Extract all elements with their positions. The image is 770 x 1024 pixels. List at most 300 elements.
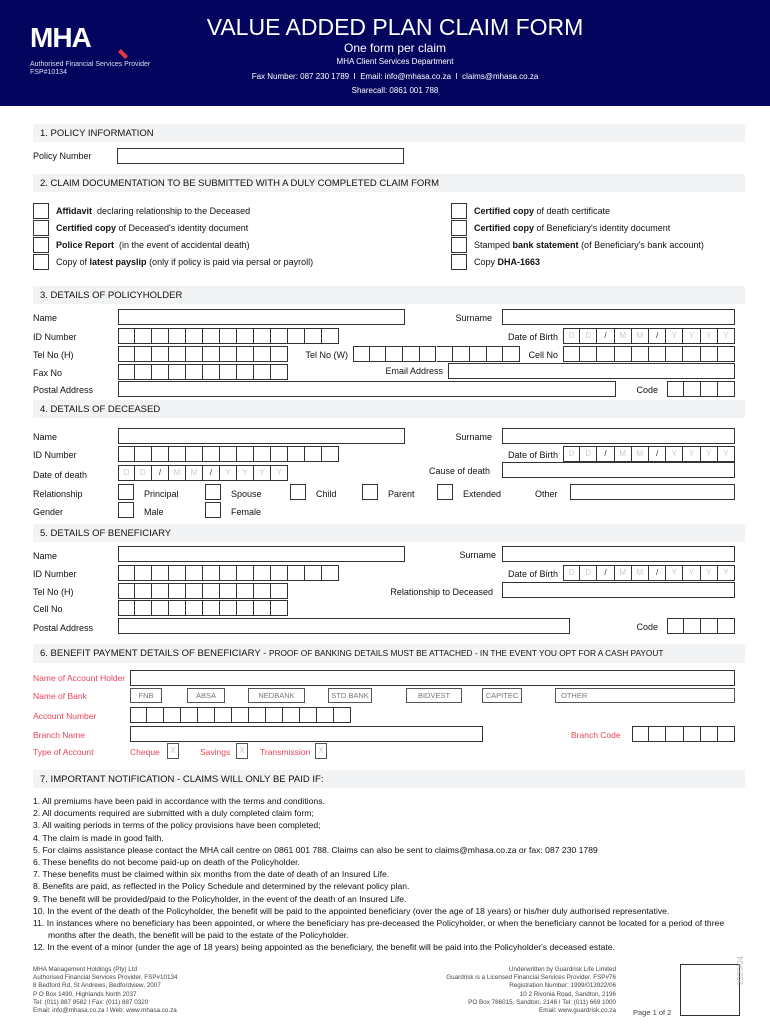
policyholder-fax-cell[interactable]	[220, 364, 237, 380]
doc-text: of Deceased's identity document	[116, 223, 249, 233]
policyholder-fax-cell[interactable]	[169, 364, 186, 380]
beneficiary-id-number-cell[interactable]	[237, 565, 254, 581]
account-type-checkbox[interactable]: X	[315, 743, 327, 759]
policyholder-fax-cell[interactable]	[118, 364, 135, 380]
fsp-number: FSP#10134	[30, 69, 67, 76]
policyholder-dob-cell[interactable]: /	[597, 328, 614, 344]
policyholder-name-input[interactable]	[118, 309, 405, 325]
field-label: ID Number	[33, 332, 77, 342]
deceased-date-of-death-cell[interactable]: Y	[254, 465, 271, 481]
policy-number-label: Policy Number	[33, 151, 92, 161]
section-title: 6. BENEFIT PAYMENT DETAILS OF BENEFICIARY -	[40, 648, 269, 659]
deceased-dob[interactable]	[563, 446, 735, 462]
footer-left	[33, 966, 178, 1015]
deceased-dob-cell[interactable]: M	[615, 446, 632, 462]
relationship-checkbox[interactable]	[362, 484, 378, 500]
deceased-date-of-death-cell[interactable]: /	[152, 465, 169, 481]
policyholder-tel-h-cell[interactable]	[271, 346, 288, 362]
policyholder-dob-cell[interactable]: D	[580, 328, 597, 344]
document-checkbox[interactable]	[451, 220, 467, 236]
beneficiary-id-number[interactable]	[118, 565, 339, 581]
document-checkbox[interactable]	[451, 237, 467, 253]
condition-item: 2. All documents required are submitted with a duly completed claim form;	[33, 808, 314, 819]
policyholder-postal-input[interactable]	[118, 381, 616, 397]
condition-item: 7. These benefits must be claimed within six months from the date of death of an Insured Life.	[33, 869, 390, 880]
document-checkbox[interactable]	[451, 254, 467, 270]
branch-code-cell[interactable]	[666, 726, 683, 742]
deceased-date-of-death-cell[interactable]: /	[203, 465, 220, 481]
relationship-checkbox[interactable]	[290, 484, 306, 500]
relationship-option-label: Principal	[144, 489, 179, 499]
policyholder-tel-w-cell[interactable]	[437, 346, 454, 362]
policyholder-tel-w-cell[interactable]	[470, 346, 487, 362]
doc-bold: Certified copy	[56, 223, 117, 233]
policyholder-dob[interactable]	[563, 328, 735, 344]
document-checkbox[interactable]	[451, 203, 467, 219]
policyholder-fax-cell[interactable]	[135, 364, 152, 380]
document-checkbox[interactable]	[33, 220, 49, 236]
beneficiary-dob-cell[interactable]: Y	[666, 565, 683, 581]
beneficiary-postal-input[interactable]	[118, 618, 570, 634]
policyholder-code-cell[interactable]	[667, 381, 684, 397]
policyholder-cell-cell[interactable]	[683, 346, 700, 362]
beneficiary-code[interactable]	[667, 618, 735, 634]
field-label: Surname	[455, 313, 492, 323]
doc-bold: Certified copy	[474, 206, 535, 216]
policyholder-tel-h-cell[interactable]	[220, 346, 237, 362]
field-label: Branch Code	[571, 730, 621, 740]
account-type-label: Transmission	[260, 747, 311, 757]
branch-code-cell[interactable]	[632, 726, 649, 742]
beneficiary-dob-cell[interactable]: M	[632, 565, 649, 581]
document-checkbox[interactable]	[33, 203, 49, 219]
policyholder-tel-w-cell[interactable]	[370, 346, 387, 362]
policyholder-id-number-cell[interactable]	[271, 328, 288, 344]
policyholder-tel-h-cell[interactable]	[118, 346, 135, 362]
policyholder-id-number-cell[interactable]	[254, 328, 271, 344]
policyholder-id-number-cell[interactable]	[152, 328, 169, 344]
deceased-id-number-cell[interactable]	[288, 446, 305, 462]
beneficiary-dob[interactable]	[563, 565, 735, 581]
field-label: Relationship	[33, 489, 83, 499]
deceased-id-number-cell[interactable]	[203, 446, 220, 462]
field-label: Date of Birth	[507, 569, 558, 579]
bank-option-std-bank[interactable]: STD BANK	[328, 688, 372, 703]
deceased-date-of-death-cell[interactable]: Y	[237, 465, 254, 481]
relationship-checkbox[interactable]	[205, 484, 221, 500]
deceased-id-number-cell[interactable]	[254, 446, 271, 462]
document-item-label	[474, 257, 540, 267]
section-beneficiary: 5. DETAILS OF BENEFICIARY	[33, 524, 745, 542]
beneficiary-cell-cell[interactable]	[186, 600, 203, 616]
beneficiary-id-number-cell[interactable]	[135, 565, 152, 581]
beneficiary-dob-cell[interactable]: /	[597, 565, 614, 581]
field-label: Cell No	[33, 604, 63, 614]
beneficiary-cell-cell[interactable]	[118, 600, 135, 616]
beneficiary-tel-h[interactable]	[118, 583, 288, 599]
field-label: Email Address	[385, 366, 443, 376]
policyholder-surname-input[interactable]	[502, 309, 735, 325]
fsp-line: Authorised Financial Services Provider	[30, 61, 151, 68]
beneficiary-id-number-cell[interactable]	[186, 565, 203, 581]
beneficiary-cell-cell[interactable]	[152, 600, 169, 616]
bank-option-nedbank[interactable]: NEDBANK	[248, 688, 305, 703]
relationship-checkbox[interactable]	[437, 484, 453, 500]
field-label: Name	[33, 432, 58, 442]
branch-code-cell[interactable]	[684, 726, 701, 742]
beneficiary-cell-cell[interactable]	[254, 600, 271, 616]
section-deceased: 4. DETAILS OF DECEASED	[33, 400, 745, 418]
document-checkbox[interactable]	[33, 254, 49, 270]
beneficiary-code-cell[interactable]	[684, 618, 701, 634]
deceased-date-of-death[interactable]	[118, 465, 288, 481]
policyholder-dob-cell[interactable]: M	[615, 328, 632, 344]
beneficiary-tel-h-cell[interactable]	[152, 583, 169, 599]
policyholder-dob-cell[interactable]: /	[649, 328, 666, 344]
policyholder-cell[interactable]	[563, 346, 735, 362]
beneficiary-dob-cell[interactable]: D	[563, 565, 580, 581]
branch-code[interactable]	[632, 726, 735, 742]
branch-code-cell[interactable]	[701, 726, 718, 742]
beneficiary-id-number-cell[interactable]	[271, 565, 288, 581]
condition-item: 9. The benefit will be provided/paid to the Policyholder, in the event of the death of an Insured Life.	[33, 893, 407, 904]
bank-option-bidvest[interactable]: BIDVEST	[406, 688, 462, 703]
deceased-id-number-cell[interactable]	[169, 446, 186, 462]
beneficiary-dob-cell[interactable]: D	[580, 565, 597, 581]
policyholder-cell-cell[interactable]	[580, 346, 597, 362]
field-label: Tel No (H)	[33, 350, 74, 360]
policyholder-code-cell[interactable]	[684, 381, 701, 397]
policyholder-tel-h-cell[interactable]	[237, 346, 254, 362]
cause-of-death-input[interactable]	[502, 462, 735, 478]
policyholder-fax-cell[interactable]	[152, 364, 169, 380]
condition-item: 1. All premiums have been paid in accordance with the terms and conditions.	[33, 796, 325, 806]
deceased-dob-cell[interactable]: /	[597, 446, 614, 462]
account-number-cell[interactable]	[300, 707, 317, 723]
beneficiary-id-number-cell[interactable]	[305, 565, 322, 581]
account-number-cell[interactable]	[334, 707, 351, 723]
doc-text: declaring relationship to the Deceased	[92, 206, 251, 216]
condition-item: 11. In instances where no beneficiary has been appointed, or where the beneficiary has pre-deceased the Policyholder, or when the beneficiary cannot be located for a period of three months after the death, the benefit will be paid to the estate of the Policyholder.	[33, 918, 725, 941]
deceased-id-number[interactable]	[118, 446, 339, 462]
beneficiary-cell-cell[interactable]	[220, 600, 237, 616]
beneficiary-id-number-cell[interactable]	[203, 565, 220, 581]
relationship-option-label: Spouse	[231, 489, 262, 499]
policyholder-fax-cell[interactable]	[237, 364, 254, 380]
deceased-id-number-cell[interactable]	[237, 446, 254, 462]
gender-option-label: Male	[144, 507, 164, 517]
policyholder-tel-w-cell[interactable]	[420, 346, 437, 362]
policyholder-tel-h[interactable]	[118, 346, 288, 362]
deceased-dob-cell[interactable]: M	[632, 446, 649, 462]
beneficiary-id-number-cell[interactable]	[288, 565, 305, 581]
policyholder-tel-h-cell[interactable]	[254, 346, 271, 362]
section-claim-documentation: 2. CLAIM DOCUMENTATION TO BE SUBMITTED WITH A DULY COMPLETED CLAIM FORM	[33, 174, 745, 192]
policyholder-cell-cell[interactable]	[563, 346, 580, 362]
footer-line: Guardrisk is a Licensed Financial Services Provider. FSP#76	[446, 974, 616, 982]
beneficiary-dob-cell[interactable]: Y	[701, 565, 718, 581]
beneficiary-tel-h-cell[interactable]	[254, 583, 271, 599]
branch-name-input[interactable]	[130, 726, 483, 742]
beneficiary-dob-cell[interactable]: Y	[718, 565, 735, 581]
policyholder-cell-cell[interactable]	[701, 346, 718, 362]
policyholder-id-number-cell[interactable]	[322, 328, 339, 344]
deceased-dob-cell[interactable]: D	[563, 446, 580, 462]
document-item-label	[474, 240, 704, 250]
policyholder-cell-cell[interactable]	[597, 346, 614, 362]
policyholder-id-number-cell[interactable]	[118, 328, 135, 344]
section-note: PROOF OF BANKING DETAILS MUST BE ATTACHED - IN THE EVENT YOU OPT FOR A CASH PAYOUT	[268, 648, 664, 658]
policyholder-dob-cell[interactable]: D	[563, 328, 580, 344]
beneficiary-dob-cell[interactable]: M	[615, 565, 632, 581]
bank-option-capitec[interactable]: CAPITEC	[482, 688, 522, 703]
policyholder-id-number-cell[interactable]	[288, 328, 305, 344]
field-label: ID Number	[33, 450, 77, 460]
policyholder-id-number-cell[interactable]	[237, 328, 254, 344]
beneficiary-tel-h-cell[interactable]	[220, 583, 237, 599]
doc-text: of Beneficiary's identity document	[534, 223, 671, 233]
beneficiary-tel-h-cell[interactable]	[271, 583, 288, 599]
field-label: Code	[636, 385, 658, 395]
policyholder-code-cell[interactable]	[701, 381, 718, 397]
bank-option-absa[interactable]: ABSA	[187, 688, 225, 703]
field-label: ID Number	[33, 569, 77, 579]
policyholder-cell-cell[interactable]	[649, 346, 666, 362]
account-number-cell[interactable]	[130, 707, 147, 723]
policyholder-id-number-cell[interactable]	[203, 328, 220, 344]
beneficiary-cell-cell[interactable]	[203, 600, 220, 616]
account-number-cell[interactable]	[266, 707, 283, 723]
policyholder-cell-cell[interactable]	[666, 346, 683, 362]
relationship-other-input[interactable]	[570, 484, 735, 500]
gender-option-label: Female	[231, 507, 262, 517]
beneficiary-code-cell[interactable]	[718, 618, 735, 634]
field-label: Postal Address	[33, 385, 94, 395]
beneficiary-cell[interactable]	[118, 600, 288, 616]
field-label: Date of Birth	[507, 332, 558, 342]
policyholder-tel-h-cell[interactable]	[169, 346, 186, 362]
document-item-label	[474, 223, 670, 233]
section-important-notification: 7. IMPORTANT NOTIFICATION - CLAIMS WILL ONLY BE PAID IF:	[33, 770, 745, 788]
form-title: VALUE ADDED PLAN CLAIM FORM	[206, 14, 584, 40]
beneficiary-tel-h-cell[interactable]	[237, 583, 254, 599]
condition-item: 10. In the event of the death of the Policyholder, the benefit will be paid to the appointed beneficiary (over the age of 18 years) or his/her duly authorised representative.	[33, 905, 670, 916]
relationship-to-deceased-input[interactable]	[502, 582, 735, 598]
policyholder-dob-cell[interactable]: Y	[666, 328, 683, 344]
account-type-label: Cheque	[130, 747, 160, 757]
logo-text: MHA	[30, 22, 91, 53]
beneficiary-cell-cell[interactable]	[237, 600, 254, 616]
footer-line: PO Box 786015, Sandton, 2146 I Tel: (011) 669 1000	[468, 998, 616, 1006]
beneficiary-surname-input[interactable]	[502, 546, 735, 562]
doc-pre: Stamped	[474, 240, 513, 250]
beneficiary-dob-cell[interactable]: Y	[683, 565, 700, 581]
account-number-cell[interactable]	[232, 707, 249, 723]
policyholder-tel-h-cell[interactable]	[135, 346, 152, 362]
policyholder-tel-w-cell[interactable]	[487, 346, 504, 362]
deceased-dob-cell[interactable]: Y	[666, 446, 683, 462]
gender-checkbox[interactable]	[118, 502, 134, 518]
policyholder-id-number-cell[interactable]	[305, 328, 322, 344]
branch-code-cell[interactable]	[718, 726, 735, 742]
condition-item: 6. These benefits do not become paid-up on death of the Policyholder.	[33, 857, 300, 868]
policyholder-fax[interactable]	[118, 364, 288, 380]
document-item-label	[56, 223, 248, 233]
policyholder-tel-w-cell[interactable]	[353, 346, 370, 362]
document-checkbox[interactable]	[33, 237, 49, 253]
account-type-label: Savings	[200, 747, 231, 757]
beneficiary-tel-h-cell[interactable]	[186, 583, 203, 599]
policy-number-input[interactable]	[117, 148, 404, 164]
beneficiary-code-cell[interactable]	[667, 618, 684, 634]
beneficiary-name-input[interactable]	[118, 546, 405, 562]
deceased-date-of-death-cell[interactable]: M	[186, 465, 203, 481]
deceased-id-number-cell[interactable]	[220, 446, 237, 462]
account-number-cell[interactable]	[164, 707, 181, 723]
policyholder-tel-w[interactable]	[353, 346, 520, 362]
beneficiary-tel-h-cell[interactable]	[135, 583, 152, 599]
contact-line: Fax Number: 087 230 1789 I Email: info@mhasa.co.za I claims@mhasa.co.za	[251, 72, 539, 81]
doc-bold: Certified copy	[474, 223, 535, 233]
policyholder-tel-w-cell[interactable]	[386, 346, 403, 362]
deceased-dob-cell[interactable]: Y	[683, 446, 700, 462]
policyholder-dob-cell[interactable]: Y	[683, 328, 700, 344]
deceased-dob-cell[interactable]: D	[580, 446, 597, 462]
field-label: Tel No (W)	[305, 350, 348, 360]
deceased-date-of-death-cell[interactable]: D	[118, 465, 135, 481]
policyholder-tel-w-cell[interactable]	[403, 346, 420, 362]
page-number: Page 1 of 2	[633, 1008, 672, 1017]
beneficiary-id-number-cell[interactable]	[152, 565, 169, 581]
policyholder-fax-cell[interactable]	[254, 364, 271, 380]
office-use-box[interactable]	[680, 964, 740, 1016]
policyholder-cell-cell[interactable]	[632, 346, 649, 362]
deceased-date-of-death-cell[interactable]: M	[169, 465, 186, 481]
deceased-date-of-death-cell[interactable]: Y	[220, 465, 237, 481]
bank-option-other[interactable]: OTHER	[555, 688, 735, 703]
account-number[interactable]	[130, 707, 351, 723]
policyholder-fax-cell[interactable]	[186, 364, 203, 380]
gender-checkbox[interactable]	[205, 502, 221, 518]
beneficiary-id-number-cell[interactable]	[169, 565, 186, 581]
beneficiary-dob-cell[interactable]: /	[649, 565, 666, 581]
policyholder-code[interactable]	[667, 381, 735, 397]
policyholder-dob-cell[interactable]: M	[632, 328, 649, 344]
policyholder-cell-cell[interactable]	[718, 346, 735, 362]
deceased-id-number-cell[interactable]	[322, 446, 339, 462]
deceased-date-of-death-cell[interactable]: Y	[271, 465, 288, 481]
policyholder-tel-h-cell[interactable]	[186, 346, 203, 362]
field-label: Date of death	[33, 470, 88, 480]
doc-text: of death certificate	[534, 206, 611, 216]
section-policyholder: 3. DETAILS OF POLICYHOLDER	[33, 286, 745, 304]
policyholder-id-number[interactable]	[118, 328, 339, 344]
deceased-date-of-death-cell[interactable]: D	[135, 465, 152, 481]
policyholder-tel-h-cell[interactable]	[152, 346, 169, 362]
deceased-id-number-cell[interactable]	[135, 446, 152, 462]
policyholder-cell-cell[interactable]	[615, 346, 632, 362]
beneficiary-cell-cell[interactable]	[271, 600, 288, 616]
account-type-checkbox[interactable]: X	[167, 743, 179, 759]
deceased-dob-cell[interactable]: Y	[718, 446, 735, 462]
account-holder-input[interactable]	[130, 670, 735, 686]
policyholder-id-number-cell[interactable]	[169, 328, 186, 344]
account-number-cell[interactable]	[317, 707, 334, 723]
field-label: Date of Birth	[507, 450, 558, 460]
field-label: Name	[33, 551, 58, 561]
beneficiary-tel-h-cell[interactable]	[169, 583, 186, 599]
policyholder-tel-w-cell[interactable]	[503, 346, 520, 362]
deceased-id-number-cell[interactable]	[118, 446, 135, 462]
footer-line: Tel: (011) 887 9582 I Fax: (011) 887 0320	[33, 998, 149, 1006]
field-label: Surname	[455, 432, 492, 442]
deceased-id-number-cell[interactable]	[305, 446, 322, 462]
deceased-dob-cell[interactable]: Y	[701, 446, 718, 462]
policyholder-fax-cell[interactable]	[271, 364, 288, 380]
policyholder-fax-cell[interactable]	[203, 364, 220, 380]
account-number-cell[interactable]	[147, 707, 164, 723]
beneficiary-code-cell[interactable]	[701, 618, 718, 634]
account-type-checkbox[interactable]: X	[236, 743, 248, 759]
field-label: Name of Bank	[33, 691, 87, 701]
beneficiary-id-number-cell[interactable]	[118, 565, 135, 581]
field-label: Name of Account Holder	[33, 673, 126, 683]
field-label: Code	[636, 622, 658, 632]
field-label: Account Number	[33, 711, 97, 721]
deceased-name-input[interactable]	[118, 428, 405, 444]
policyholder-id-number-cell[interactable]	[186, 328, 203, 344]
policyholder-tel-w-cell[interactable]	[453, 346, 470, 362]
beneficiary-id-number-cell[interactable]	[254, 565, 271, 581]
account-number-cell[interactable]	[198, 707, 215, 723]
deceased-id-number-cell[interactable]	[271, 446, 288, 462]
beneficiary-tel-h-cell[interactable]	[118, 583, 135, 599]
deceased-id-number-cell[interactable]	[186, 446, 203, 462]
beneficiary-id-number-cell[interactable]	[322, 565, 339, 581]
account-number-cell[interactable]	[181, 707, 198, 723]
policyholder-dob-cell[interactable]: Y	[701, 328, 718, 344]
policyholder-id-number-cell[interactable]	[220, 328, 237, 344]
deceased-id-number-cell[interactable]	[152, 446, 169, 462]
account-number-cell[interactable]	[249, 707, 266, 723]
beneficiary-cell-cell[interactable]	[169, 600, 186, 616]
condition-item: 4. The claim is made in good faith.	[33, 832, 164, 843]
doc-pre: Copy	[474, 257, 498, 267]
deceased-dob-cell[interactable]: /	[649, 446, 666, 462]
beneficiary-id-number-cell[interactable]	[220, 565, 237, 581]
policyholder-dob-cell[interactable]: Y	[718, 328, 735, 344]
beneficiary-cell-cell[interactable]	[135, 600, 152, 616]
doc-bold: Affidavit	[56, 206, 92, 216]
branch-code-cell[interactable]	[649, 726, 666, 742]
relationship-checkbox[interactable]	[118, 484, 134, 500]
field-label: Surname	[459, 550, 496, 560]
policyholder-tel-h-cell[interactable]	[203, 346, 220, 362]
beneficiary-tel-h-cell[interactable]	[203, 583, 220, 599]
deceased-surname-input[interactable]	[502, 428, 735, 444]
footer-line: Email: info@mhasa.co.za I Web: www.mhasa.co.za	[33, 1007, 177, 1015]
document-item-label	[56, 240, 250, 250]
account-number-cell[interactable]	[215, 707, 232, 723]
policyholder-code-cell[interactable]	[718, 381, 735, 397]
document-item-label	[474, 206, 610, 216]
bank-option-fnb[interactable]: FNB	[130, 688, 162, 703]
account-number-cell[interactable]	[283, 707, 300, 723]
footer-line: MHA Management Holdings (Pty) Ltd	[33, 966, 137, 973]
policyholder-id-number-cell[interactable]	[135, 328, 152, 344]
policyholder-email-input[interactable]	[448, 363, 735, 379]
section-policy-information: 1. POLICY INFORMATION	[33, 124, 745, 142]
